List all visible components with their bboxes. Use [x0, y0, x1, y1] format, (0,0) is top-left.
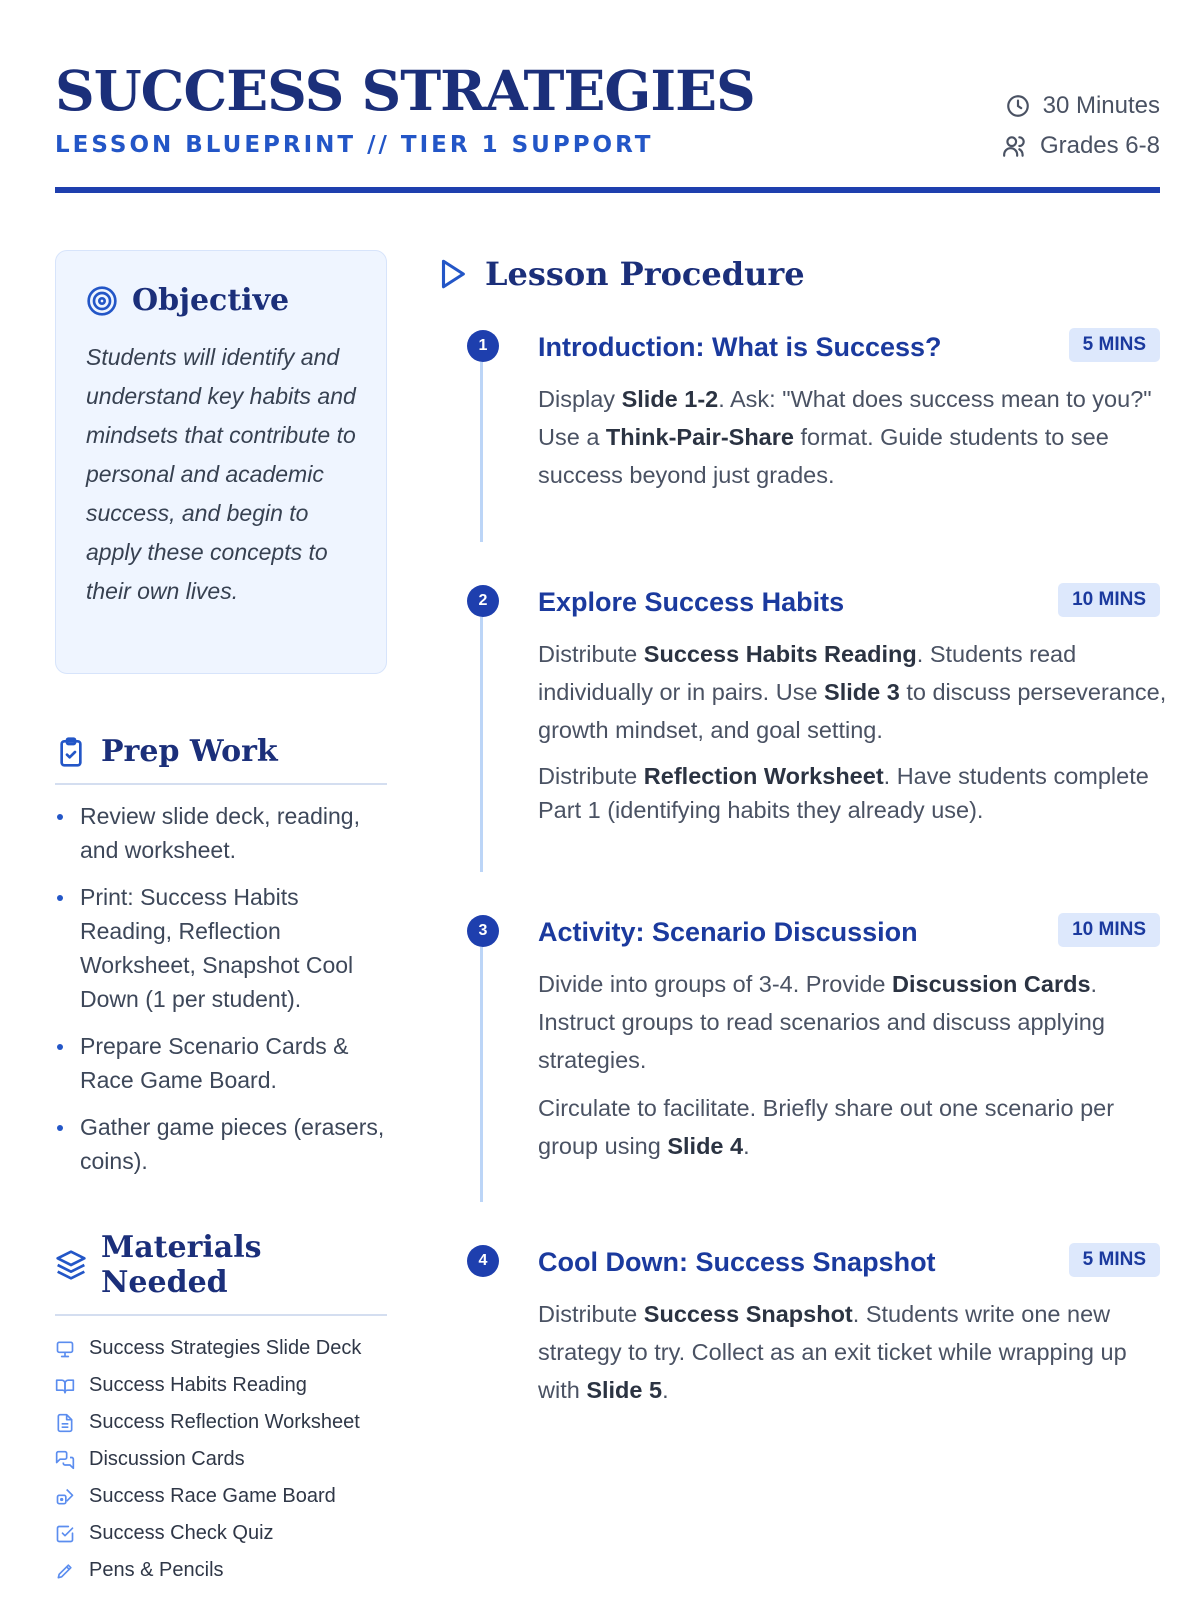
material-label: Discussion Cards — [89, 1448, 245, 1470]
material-label: Success Check Quiz — [89, 1522, 274, 1544]
materials-list — [55, 1330, 387, 1589]
text-span: . Students read individually or in pairs. Use — [538, 641, 1077, 705]
timeline-connector — [480, 362, 483, 542]
objective-title: Objective — [132, 283, 290, 318]
material-item — [55, 1478, 387, 1515]
play-icon — [435, 257, 469, 291]
step-body — [538, 965, 1168, 1175]
text-span: . Have students complete Part 1 (identifying habits they already use). — [538, 763, 1149, 823]
game-piece-icon — [55, 1487, 75, 1507]
material-item — [55, 1515, 387, 1552]
lesson-page — [55, 0, 1167, 1600]
check-square-icon — [55, 1524, 75, 1544]
timeline-connector — [480, 947, 483, 1202]
step-number: 4 — [467, 1245, 499, 1277]
prep-section — [55, 734, 387, 1178]
users-icon — [1002, 133, 1028, 159]
clock-icon — [1005, 93, 1031, 119]
duration-badge: 10 MINS — [1058, 913, 1160, 947]
step-title: Activity: Scenario Discussion — [538, 917, 918, 947]
timeline-connector — [480, 617, 483, 872]
duration-row — [1002, 86, 1160, 126]
grades-text: Grades 6-8 — [1039, 132, 1160, 159]
chat-icon — [55, 1450, 75, 1470]
bold-span: Slide 4 — [667, 1133, 744, 1159]
prep-header — [55, 734, 387, 785]
step-paragraph — [538, 635, 1168, 749]
text-span: . Instruct groups to read scenarios and discuss applying strategies. — [538, 971, 1105, 1073]
text-span: . Students write one new strategy to try. Collect as an exit ticket while wrapping up with — [538, 1301, 1127, 1403]
material-item — [55, 1404, 387, 1441]
material-item — [55, 1441, 387, 1478]
step-body — [538, 380, 1168, 504]
step-paragraph — [538, 1295, 1168, 1409]
step-title: Cool Down: Success Snapshot — [538, 1247, 936, 1277]
step-title: Introduction: What is Success? — [538, 332, 942, 362]
prep-item: Prepare Scenario Cards & Race Game Board. — [55, 1029, 387, 1097]
material-label: Success Race Game Board — [89, 1485, 336, 1507]
materials-title: Materials Needed — [101, 1230, 262, 1300]
step-number: 1 — [467, 330, 499, 362]
text-span: . — [662, 1377, 669, 1403]
text-span: . — [743, 1133, 750, 1159]
text-span: to discuss perseverance, growth mindset, and goal setting. — [538, 679, 1167, 743]
objective-header — [86, 283, 358, 318]
objective-text: Students will identify and understand key habits and mindsets that contribute to personal and academic success, and begin to apply these concepts to their own lives. — [86, 344, 356, 604]
text-span: Distribute — [538, 1301, 644, 1327]
bold-span: Slide 3 — [824, 679, 900, 705]
prep-item: Print: Success Habits Reading, Reflection Worksheet, Snapshot Cool Down (1 per student). — [55, 880, 387, 1016]
prep-item: Review slide deck, reading, and worksheet. — [55, 799, 387, 867]
prep-item: Gather game pieces (erasers, coins). — [55, 1110, 387, 1178]
sidebar-column — [55, 250, 387, 1589]
lesson-meta — [1002, 86, 1160, 166]
step-body — [538, 635, 1168, 837]
page-header — [55, 58, 1160, 193]
text-span: Circulate to facilitate. Briefly share out one scenario per group using — [538, 1095, 1115, 1159]
document-icon — [55, 1413, 75, 1433]
duration-text: 30 Minutes — [1042, 92, 1160, 119]
bold-span: Reflection Worksheet — [643, 763, 884, 789]
text-span: Display — [538, 386, 622, 412]
clipboard-check-icon — [55, 736, 87, 768]
material-item — [55, 1552, 387, 1589]
step-paragraph — [538, 1089, 1168, 1165]
material-label: Success Strategies Slide Deck — [89, 1337, 362, 1359]
step-paragraph — [538, 759, 1168, 827]
objective-card — [55, 250, 387, 674]
duration-badge: 5 MINS — [1069, 328, 1160, 362]
procedure-column — [445, 252, 1167, 1403]
duration-badge: 10 MINS — [1058, 583, 1160, 617]
pencil-icon — [55, 1561, 75, 1581]
book-icon — [55, 1376, 75, 1396]
bold-span: Discussion Cards — [892, 971, 1091, 997]
text-span: format. Guide students to see success beyond just grades. — [538, 424, 1109, 488]
bold-span: Success Snapshot — [643, 1301, 853, 1327]
text-span: . Ask: "What does success mean to you?" Use a — [538, 386, 1152, 450]
material-label: Success Reflection Worksheet — [89, 1411, 360, 1433]
page-title: SUCCESS STRATEGIES — [55, 58, 755, 123]
step-paragraph — [538, 380, 1168, 494]
text-span: Divide into groups of 3-4. Provide — [538, 971, 892, 997]
bold-span: Slide 1-2 — [621, 386, 719, 412]
layers-icon — [55, 1249, 87, 1281]
step-number: 2 — [467, 585, 499, 617]
procedure-title: Lesson Procedure — [485, 255, 805, 293]
page-subtitle: LESSON BLUEPRINT // TIER 1 SUPPORT — [55, 132, 654, 158]
prep-title: Prep Work — [101, 734, 278, 769]
material-item — [55, 1367, 387, 1404]
bold-span: Think-Pair-Share — [605, 424, 794, 450]
materials-section — [55, 1230, 387, 1589]
target-icon — [86, 285, 118, 317]
bold-span: Success Habits Reading — [643, 641, 917, 667]
step-number: 3 — [467, 915, 499, 947]
step-paragraph — [538, 965, 1168, 1079]
materials-header — [55, 1230, 387, 1316]
prep-list — [55, 799, 387, 1178]
material-item — [55, 1330, 387, 1367]
text-span: Distribute — [538, 763, 644, 789]
duration-badge: 5 MINS — [1069, 1243, 1160, 1277]
text-span: Distribute — [538, 641, 644, 667]
bold-span: Slide 5 — [586, 1377, 663, 1403]
grades-row — [1002, 126, 1160, 166]
procedure-header — [445, 252, 1160, 296]
monitor-icon — [55, 1339, 75, 1359]
step-body — [538, 1295, 1168, 1419]
material-label: Pens & Pencils — [89, 1559, 224, 1581]
step-title: Explore Success Habits — [538, 587, 845, 617]
material-label: Success Habits Reading — [89, 1374, 307, 1396]
